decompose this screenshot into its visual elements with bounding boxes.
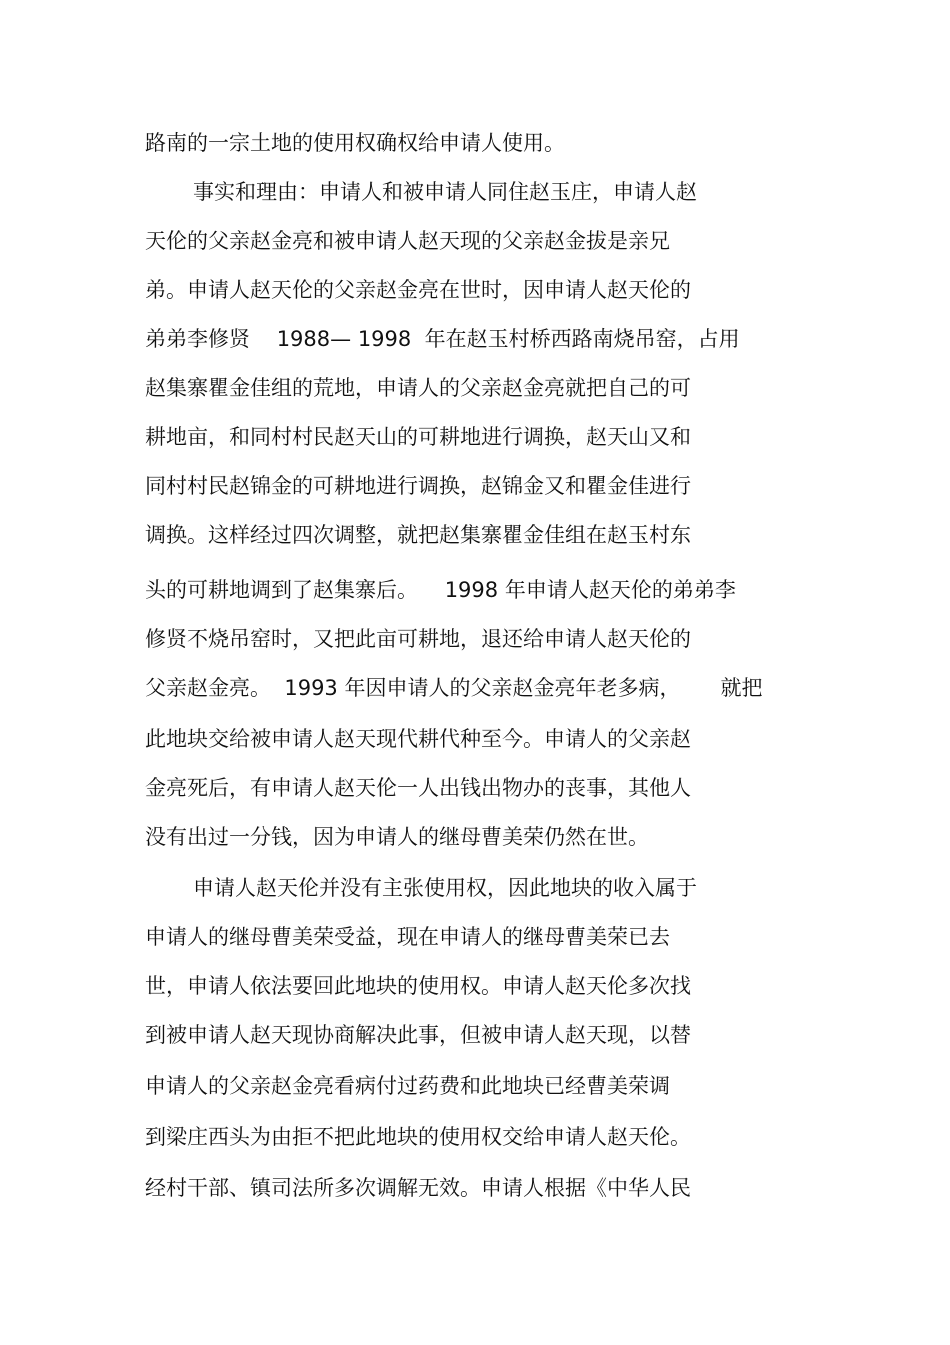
text-line: 调换。这样经过四次调整，就把赵集寨瞿金佳组在赵玉村东 bbox=[145, 523, 691, 547]
text-line: 金亮死后，有申请人赵天伦一人出钱出物办的丧事，其他人 bbox=[145, 776, 691, 800]
text-line: 弟弟李修贤 1988— 1998 年在赵玉村桥西路南烧吊窑，占用 bbox=[145, 327, 740, 351]
text-line: 世，申请人依法要回此地块的使用权。申请人赵天伦多次找 bbox=[145, 974, 691, 998]
text-line: 申请人的继母曹美荣受益，现在申请人的继母曹美荣已去 bbox=[145, 925, 670, 949]
text-line: 经村干部、镇司法所多次调解无效。申请人根据《中华人民 bbox=[145, 1176, 691, 1200]
text-line: 耕地亩，和同村村民赵天山的可耕地进行调换，赵天山又和 bbox=[145, 425, 691, 449]
paragraph-start-line: 事实和理由：申请人和被申请人同住赵玉庄，申请人赵 bbox=[193, 180, 697, 204]
text-line: 申请人的父亲赵金亮看病付过药费和此地块已经曹美荣调 bbox=[145, 1074, 670, 1098]
text-line: 头的可耕地调到了赵集寨后。 1998 年申请人赵天伦的弟弟李 bbox=[145, 578, 736, 602]
text-line: 同村村民赵锦金的可耕地进行调换，赵锦金又和瞿金佳进行 bbox=[145, 474, 691, 498]
text-line: 修贤不烧吊窑时，又把此亩可耕地，退还给申请人赵天伦的 bbox=[145, 627, 691, 651]
text-line: 父亲赵金亮。 1993 年因申请人的父亲赵金亮年老多病， 就把 bbox=[145, 676, 763, 700]
text-line: 此地块交给被申请人赵天现代耕代种至今。申请人的父亲赵 bbox=[145, 727, 691, 751]
paragraph-start-line: 申请人赵天伦并没有主张使用权，因此地块的收入属于 bbox=[193, 876, 697, 900]
text-line: 赵集寨瞿金佳组的荒地，申请人的父亲赵金亮就把自己的可 bbox=[145, 376, 691, 400]
text-line: 天伦的父亲赵金亮和被申请人赵天现的父亲赵金拔是亲兄 bbox=[145, 229, 670, 253]
text-line: 到梁庄西头为由拒不把此地块的使用权交给申请人赵天伦。 bbox=[145, 1125, 691, 1149]
text-line: 到被申请人赵天现协商解决此事，但被申请人赵天现，以替 bbox=[145, 1023, 691, 1047]
text-line: 弟。申请人赵天伦的父亲赵金亮在世时，因申请人赵天伦的 bbox=[145, 278, 691, 302]
text-line: 没有出过一分钱，因为申请人的继母曹美荣仍然在世。 bbox=[145, 825, 649, 849]
text-line: 路南的一宗土地的使用权确权给申请人使用。 bbox=[145, 131, 565, 155]
